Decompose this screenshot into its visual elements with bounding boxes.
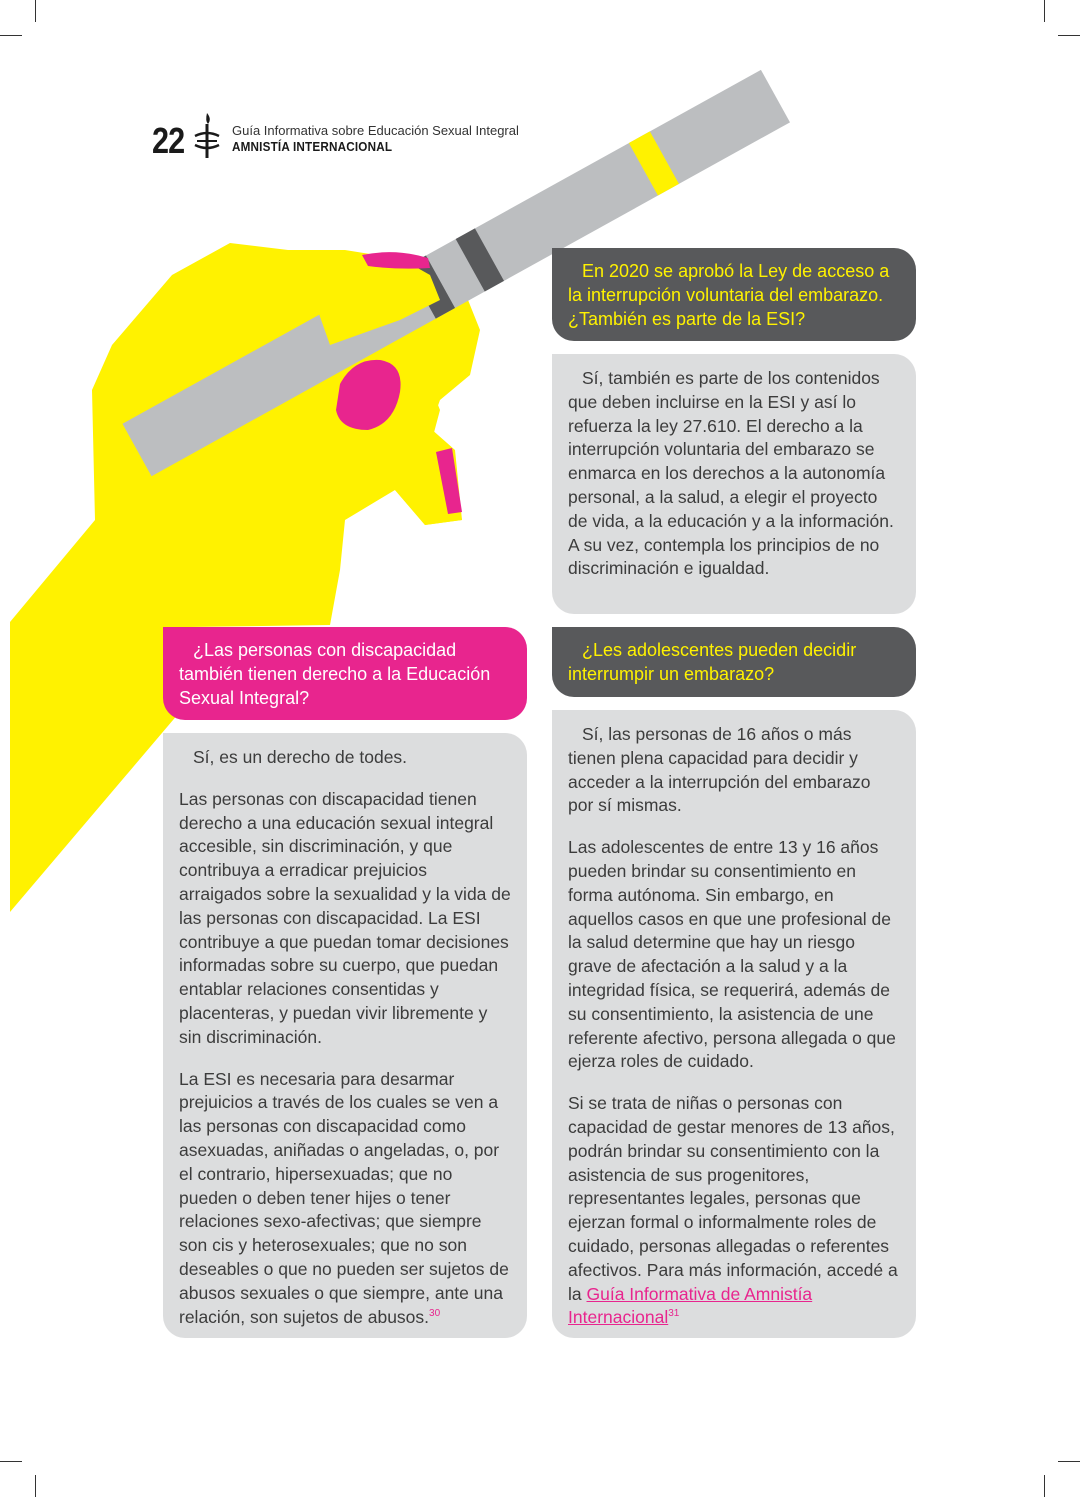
candle-logo-icon [192,112,222,160]
nail-thumb [362,252,430,269]
answer-box-ive-law [552,354,916,614]
answer-paragraph: Sí, es un derecho de todes. [193,747,408,767]
header-subtitle: Guía Informativa sobre Educación Sexual Integral [232,123,519,138]
question-box-ive-law [552,248,916,341]
question-box-disability [163,627,527,720]
footnote-link[interactable]: 31 [668,1308,680,1320]
answer-text: Sí, también es parte de los contenidos que deben incluirse en la ESI y así lo refuerza la ley 27.610. El derecho a la interrupción voluntaria del embarazo se enmarca en los derechos a la autonomía personal, a la salud, a elegir el proyecto de vida, a la educación y a la información. A su vez, contempla los principios de no discriminación e igualdad. [568,368,894,579]
answer-paragraph-text: Si se trata de niñas o personas con capacidad de gestar menores de 13 años, podrán brindar su consentimiento con la asistencia de sus progenitores, representantes legales, personas que ejerzan formal o informalmente roles de cuidado, personas allegadas o referentes afectivos. Para más información, accedé a la [568,1093,898,1304]
question-text: ¿Las personas con discapacidad también tienen derecho a la Educación Sexual Integral? [179,640,491,708]
answer-paragraph: Las personas con discapacidad tienen derecho a una educación sexual integral accesible, sin discriminación, y que contribuya a erradicar prejuicios arraigados sobre la sexualidad y la vida de las personas con discapacidad. La ESI contribuye a que puedan tomar decisiones informadas sobre su cuerpo, que puedan entablar relaciones consentidas y placenteras, y puedan vivir libremente y sin discriminación. [179,788,511,1047]
answer-paragraph-text: La ESI es necesaria para desarmar prejuicios a través de los cuales se ven a las personas con discapacidad como asexuadas, aniñadas o angeladas, o, por el contrario, hipersexuadas; que no pueden o deben tener hijes o tener relaciones sexo-afectivas; que siempre son cis y heterosexuales; que no son deseables o que no pueden ser sujetos de abusos sexuales o que siempre, ante una relación, son sujetos de abusos. [179,1068,509,1327]
answer-paragraph [568,1092,900,1330]
guide-link[interactable]: Guía Informativa de Amnistía Internacional [568,1283,813,1328]
answer-paragraph: Las adolescentes de entre 13 y 16 años pueden brindar su consentimiento en forma autónoma. Sin embargo, en aquellos casos en que une profesional de la salud determine que hay un riesgo grave de afectación a la salud y a la integridad física, se requerirá, además de su consentimiento, la asistencia de une referente afectivo, persona allegada o que ejerza roles de cuidado. [568,837,896,1072]
footnote-link[interactable]: 30 [429,1307,441,1319]
answer-box-disability [163,733,527,1338]
page-number: 22 [152,120,185,161]
answer-box-adolescents [552,710,916,1338]
answer-paragraph [179,1068,511,1330]
answer-paragraph: Sí, las personas de 16 años o más tienen plena capacidad para decidir y acceder a la interrupción del embarazo por sí mismas. [568,724,871,816]
question-text: ¿Les adolescentes pueden decidir interrumpir un embarazo? [568,640,857,684]
question-text: En 2020 se aprobó la Ley de acceso a la interrupción voluntaria del embarazo. ¿También es parte de la ESI? [568,261,890,329]
header-organization: AMNISTÍA INTERNACIONAL [232,139,393,154]
question-box-adolescents [552,627,916,697]
